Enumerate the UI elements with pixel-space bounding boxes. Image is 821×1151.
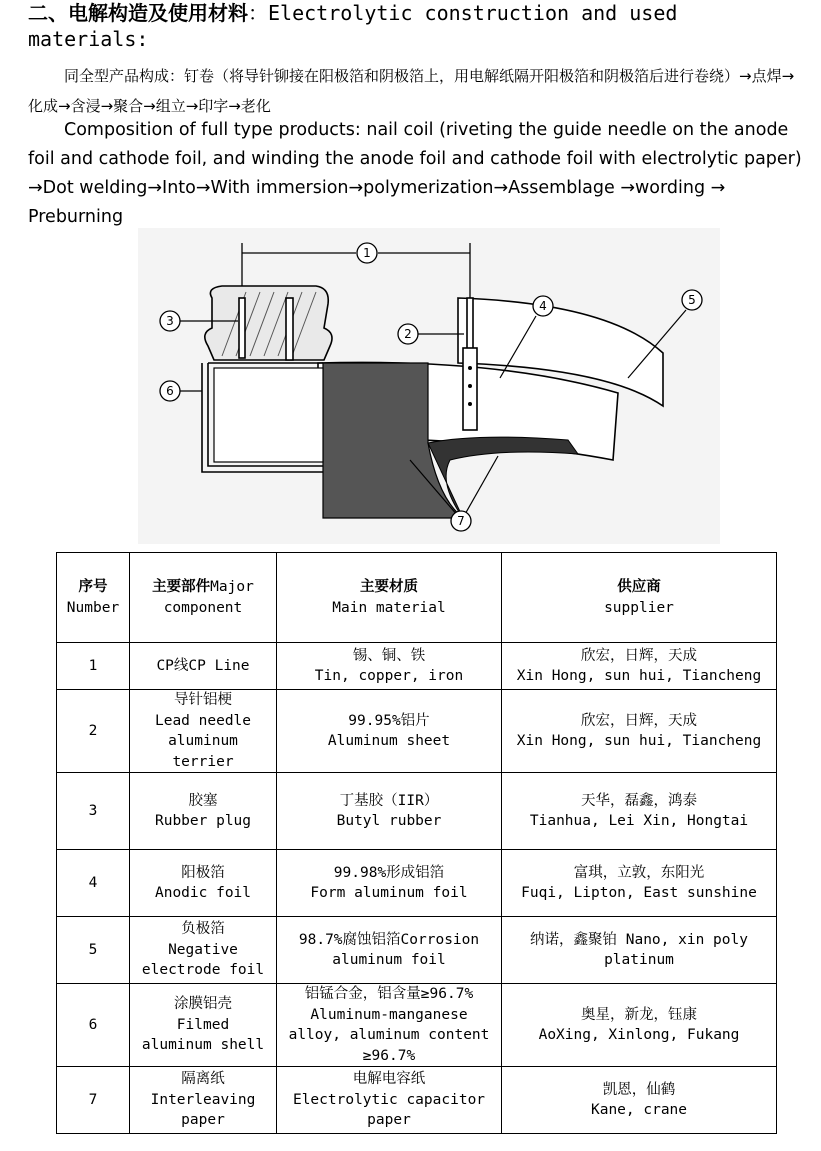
table-header-row (57, 553, 777, 643)
component-line: CP线CP Line (156, 657, 250, 674)
supplier-cell (502, 984, 777, 1067)
component-cell (130, 643, 277, 690)
supplier-line: 纳诺，鑫聚铂 Nano, xin poly (530, 931, 748, 948)
component-line: Rubber plug (154, 813, 252, 829)
table-row (57, 643, 777, 690)
table-row (57, 1067, 777, 1134)
material-line: Form aluminum foil (310, 885, 468, 901)
element-core (214, 368, 323, 462)
callout-5 (682, 290, 702, 310)
number-cell: 2 (57, 690, 130, 773)
svg-text:3: 3 (166, 314, 174, 328)
component-line: 导针铝梗 (174, 692, 232, 708)
supplier-line: Xin Hong, sun hui, Tiancheng (516, 668, 762, 684)
table-row (57, 850, 777, 917)
svg-text:7: 7 (457, 514, 465, 528)
component-line: 隔离纸 (181, 1071, 225, 1088)
components-table (56, 552, 777, 1134)
component-cell (130, 917, 277, 984)
supplier-line: 凯恩，仙鹤 (602, 1081, 676, 1098)
material-line: aluminum foil (332, 952, 446, 968)
component-line: aluminum shell (141, 1037, 265, 1054)
material-line: Aluminum-manganese (310, 1006, 468, 1023)
material-line: ≥96.7% (362, 1047, 416, 1064)
supplier-line: Xin Hong, sun hui, Tiancheng (516, 733, 762, 749)
component-line: 涂膜铝壳 (174, 996, 232, 1013)
number-cell: 3 (57, 773, 130, 850)
material-cell (277, 690, 502, 773)
material-line: Electrolytic capacitor (292, 1091, 486, 1108)
component-line: Negative (168, 941, 238, 958)
supplier-cell (502, 1067, 777, 1134)
material-line: Aluminum sheet (327, 733, 451, 749)
supplier-line: AoXing, Xinlong, Fukang (538, 1027, 740, 1043)
material-line: Butyl rubber (336, 813, 442, 829)
component-cell (130, 1067, 277, 1134)
header-component: 主要部件Major component (130, 553, 277, 643)
supplier-cell (502, 643, 777, 690)
callout-2 (398, 324, 418, 344)
material-cell (277, 984, 502, 1067)
table-body (57, 643, 777, 1134)
component-line: 胶塞 (188, 792, 218, 809)
supplier-line: 富琪，立敦，东阳光 (573, 864, 705, 881)
component-line: 阳极箔 (181, 864, 225, 881)
component-cell (130, 984, 277, 1067)
section-heading-zh: 二、电解构造及使用材料 (28, 1, 248, 25)
number-cell: 6 (57, 984, 130, 1067)
component-line: terrier (172, 753, 234, 770)
material-line: 电解电容纸 (352, 1071, 426, 1088)
svg-text:4: 4 (539, 299, 547, 313)
material-line: 99.98%形成铝箔 (333, 864, 445, 881)
supplier-cell (502, 690, 777, 773)
material-line: alloy, aluminum content (288, 1027, 490, 1043)
material-cell (277, 1067, 502, 1134)
component-cell (130, 773, 277, 850)
number-cell: 4 (57, 850, 130, 917)
section-heading-en: Electrolytic construction and used materials: (28, 1, 678, 51)
material-line: 铝锰合金，铝含量≥96.7% (304, 986, 474, 1002)
component-line: Lead needle (154, 712, 252, 729)
supplier-line: Fuqi, Lipton, East sunshine (521, 885, 757, 901)
supplier-cell (502, 917, 777, 984)
material-line: 98.7%腐蚀铝箔Corrosion (298, 931, 480, 948)
supplier-line: 奥星，新龙，钰康 (581, 1006, 697, 1023)
component-cell (130, 850, 277, 917)
component-line: Anodic foil (154, 885, 252, 901)
header-number: 序号 Number (57, 553, 130, 643)
material-cell (277, 917, 502, 984)
callout-3 (160, 311, 180, 331)
supplier-line: Tianhua, Lei Xin, Hongtai (529, 813, 749, 829)
section-heading-colon: ： (248, 1, 268, 25)
supplier-line: 欣宏，日辉，天成 (581, 647, 697, 664)
material-line: 丁基胶（IIR） (339, 792, 439, 809)
component-line: aluminum (168, 733, 238, 749)
material-line: Tin, copper, iron (314, 668, 464, 684)
material-line: 锡、铜、铁 (352, 647, 426, 664)
component-line: electrode foil (141, 962, 265, 979)
supplier-line: 欣宏，日辉，天成 (581, 712, 697, 729)
material-cell (277, 850, 502, 917)
number-cell: 1 (57, 643, 130, 690)
rubber-plug (205, 286, 332, 360)
header-material: 主要材质 Main material (277, 553, 502, 643)
intro-paragraph-en: Composition of full type products: nail coil (riveting the guide needle on the anode foil and cathode foil, and winding the anode foil and cathode foil with electrolytic paper) →Dot welding→Into→With immersion→polymerization→Assemblage →wording → Preburning (28, 120, 802, 227)
component-line: 负极箔 (181, 921, 225, 938)
svg-text:2: 2 (404, 327, 412, 341)
svg-text:5: 5 (688, 293, 696, 307)
table-row (57, 773, 777, 850)
intro-paragraph-zh: 同全型产品构成：钉卷（将导针铆接在阳极箔和阴极箔上，用电解纸隔开阳极箔和阴极箔后进行卷绕）→点焊→化成→含浸→聚合→组立→印字→老化 (28, 67, 795, 115)
section-heading (28, 0, 808, 52)
supplier-line: 天华，磊鑫，鸿泰 (581, 792, 697, 809)
supplier-cell (502, 773, 777, 850)
table-row (57, 917, 777, 984)
callout-6 (160, 381, 180, 401)
number-cell: 5 (57, 917, 130, 984)
capacitor-structure-diagram (138, 228, 720, 544)
callout-4 (533, 296, 553, 316)
callout-1 (357, 243, 377, 263)
header-supplier: 供应商 supplier (502, 553, 777, 643)
callout-7 (451, 511, 471, 531)
component-line: paper (181, 1112, 225, 1129)
svg-text:1: 1 (363, 246, 371, 260)
number-cell: 7 (57, 1067, 130, 1134)
material-line: 99.95%铝片 (348, 712, 430, 729)
supplier-cell (502, 850, 777, 917)
material-cell (277, 773, 502, 850)
material-line: paper (367, 1112, 411, 1129)
component-cell (130, 690, 277, 773)
supplier-line: platinum (604, 952, 674, 968)
material-cell (277, 643, 502, 690)
table-row (57, 690, 777, 773)
svg-text:6: 6 (166, 384, 174, 398)
component-line: Interleaving (150, 1091, 256, 1108)
supplier-line: Kane, crane (590, 1102, 688, 1118)
component-line: Filmed (176, 1016, 230, 1033)
table-row (57, 984, 777, 1067)
